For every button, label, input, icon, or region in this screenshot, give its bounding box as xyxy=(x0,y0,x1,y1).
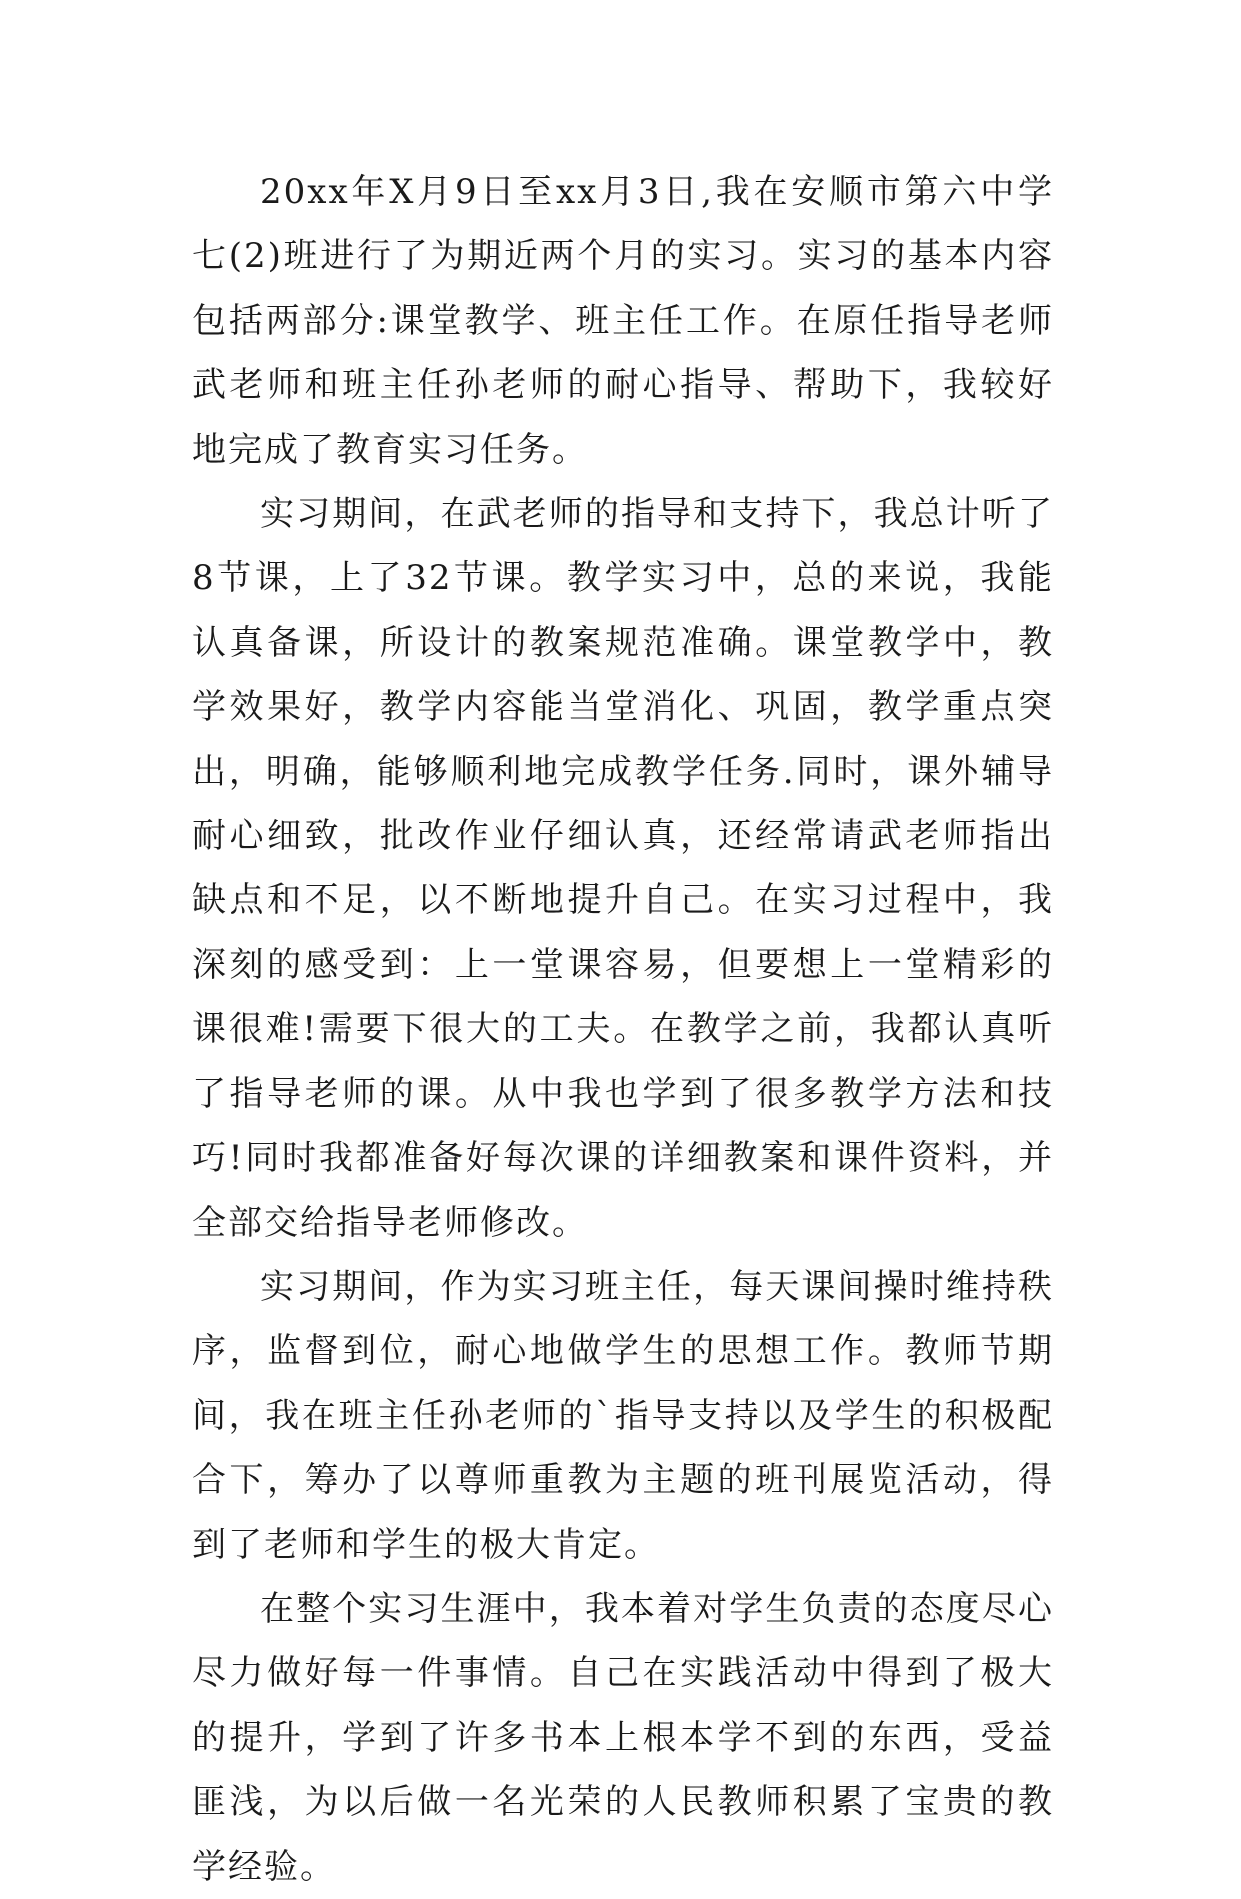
document-body xyxy=(192,160,1054,1899)
paragraph-1: 20xx年X月9日至xx月3日,我在安顺市第六中学七(2)班进行了为期近两个月的实习。实习的基本内容包括两部分:课堂教学、班主任工作。在原任指导老师武老师和班主任孙老师的耐心指导、帮助下，我较好地完成了教育实习任务。 xyxy=(192,172,1054,470)
paragraph-2: 实习期间，在武老师的指导和支持下，我总计听了8节课，上了32节课。教学实习中，总的来说，我能认真备课，所设计的教案规范准确。课堂教学中，教学效果好，教学内容能当堂消化、巩固，教学重点突出，明确，能够顺利地完成教学任务.同时，课外辅导耐心细致，批改作业仔细认真，还经常请武老师指出缺点和不足，以不断地提升自己。在实习过程中，我深刻的感受到：上一堂课容易，但要想上一堂精彩的课很难!需要下很大的工夫。在教学之前，我都认真听了指导老师的课。从中我也学到了很多教学方法和技巧!同时我都准备好每次课的详细教案和课件资料，并全部交给指导老师修改。 xyxy=(192,494,1054,1243)
paragraph-4: 在整个实习生涯中，我本着对学生负责的态度尽心尽力做好每一件事情。自己在实践活动中得到了极大的提升，学到了许多书本上根本学不到的东西，受益匪浅，为以后做一名光荣的人民教师积累了宝贵的教学经验。 xyxy=(192,1588,1054,1887)
paragraph-3: 实习期间，作为实习班主任，每天课间操时维持秩序，监督到位，耐心地做学生的思想工作。教师节期间，我在班主任孙老师的`指导支持以及学生的积极配合下，筹办了以尊师重教为主题的班刊展览活动，得到了老师和学生的极大肯定。 xyxy=(192,1266,1054,1565)
